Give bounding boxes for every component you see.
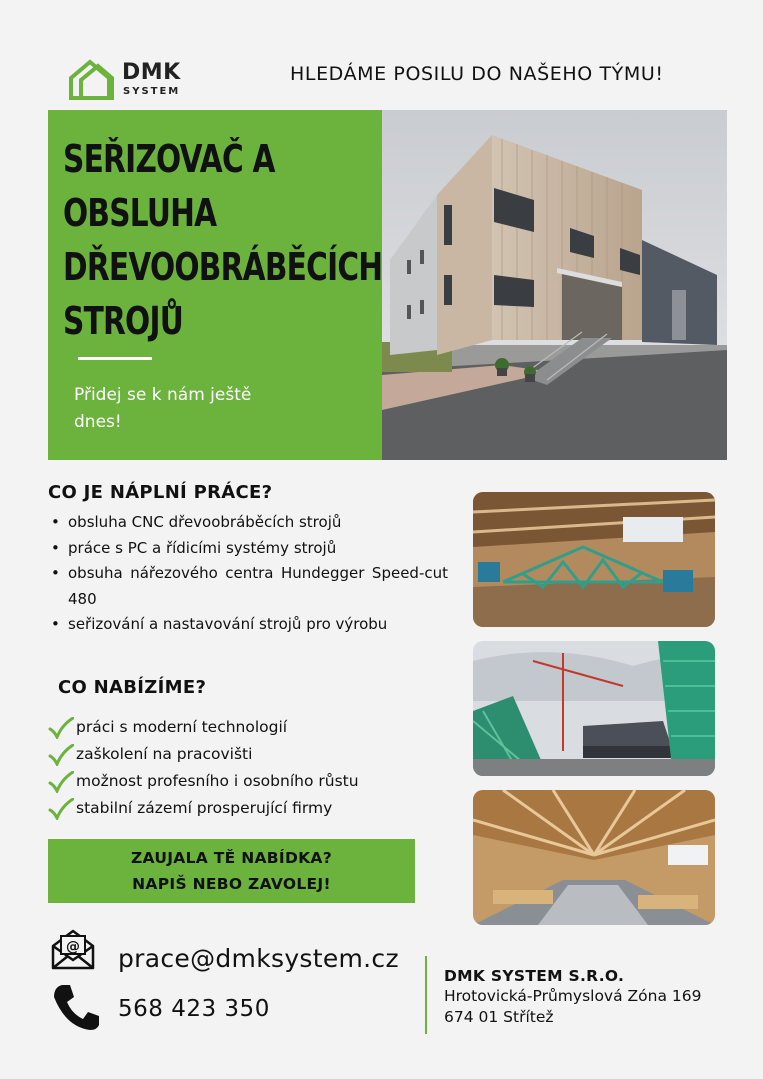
checkmark-icon	[48, 717, 74, 739]
job-title-line: DŘEVOOBRÁBĚCÍCH	[63, 245, 383, 289]
address-line: 674 01 Střítež	[444, 1008, 554, 1026]
building-photo	[382, 110, 727, 460]
hero-tagline-line: Přidej se k nám ještě	[74, 385, 252, 405]
checkmark-icon	[48, 744, 74, 766]
svg-text:@: @	[66, 939, 80, 955]
workshop-photo	[473, 492, 715, 627]
list-item	[48, 714, 359, 741]
offers-heading: CO NABÍZÍME?	[58, 677, 207, 698]
offer-label: stabilní zázemí prosperující firmy	[76, 799, 333, 817]
list-item: • seřizování a nastavování strojů pro výrobu	[48, 612, 448, 638]
hero-divider	[78, 357, 152, 360]
list-item: • obsuha nářezového centra Hundegger Speed-cut 480	[48, 561, 448, 612]
construction-site-photo	[473, 641, 715, 776]
list-item: • obsluha CNC dřevoobráběcích strojů	[48, 510, 448, 536]
offer-label: možnost profesního i osobního růstu	[76, 772, 359, 790]
offer-label: práci s moderní technologií	[76, 718, 288, 736]
hero-tagline	[74, 382, 314, 436]
company-name: DMK SYSTEM S.R.O.	[444, 967, 625, 985]
list-item: • práce s PC a řídicími systémy strojů	[48, 536, 448, 562]
job-title-line: SEŘIZOVAČ A	[63, 137, 275, 181]
cta-line: NAPIŠ NEBO ZAVOLEJ!	[132, 875, 331, 893]
job-title-line: OBSLUHA	[63, 191, 217, 235]
cta-line: ZAUJALA TĚ NABÍDKA?	[130, 849, 333, 867]
hero-tagline-line: dnes!	[74, 412, 122, 432]
offers-list	[48, 714, 359, 822]
job-title-line: STROJŮ	[63, 299, 184, 343]
email-link[interactable]: prace@dmksystem.cz	[118, 944, 399, 973]
offer-label: zaškolení na pracovišti	[76, 745, 253, 763]
mail-icon	[50, 928, 96, 970]
logo-wordmark: DMK	[122, 60, 181, 85]
checkmark-icon	[48, 798, 74, 820]
contact-divider	[425, 956, 427, 1034]
duties-heading: CO JE NÁPLNÍ PRÁCE?	[48, 482, 273, 503]
phone-icon	[52, 983, 100, 1031]
header-slogan: HLEDÁME POSILU DO NAŠEHO TÝMU!	[290, 63, 664, 85]
list-item	[48, 768, 359, 795]
logo-subtext: SYSTEM	[123, 86, 181, 97]
cta-button[interactable]	[48, 839, 415, 903]
list-item	[48, 795, 359, 822]
list-item	[48, 741, 359, 768]
company-address	[444, 986, 701, 1028]
duties-list	[48, 510, 448, 638]
production-hall-photo	[473, 790, 715, 925]
phone-link[interactable]: 568 423 350	[118, 996, 270, 1022]
job-title	[63, 132, 383, 348]
address-line: Hrotovická-Průmyslová Zóna 169	[444, 987, 702, 1005]
checkmark-icon	[48, 771, 74, 793]
